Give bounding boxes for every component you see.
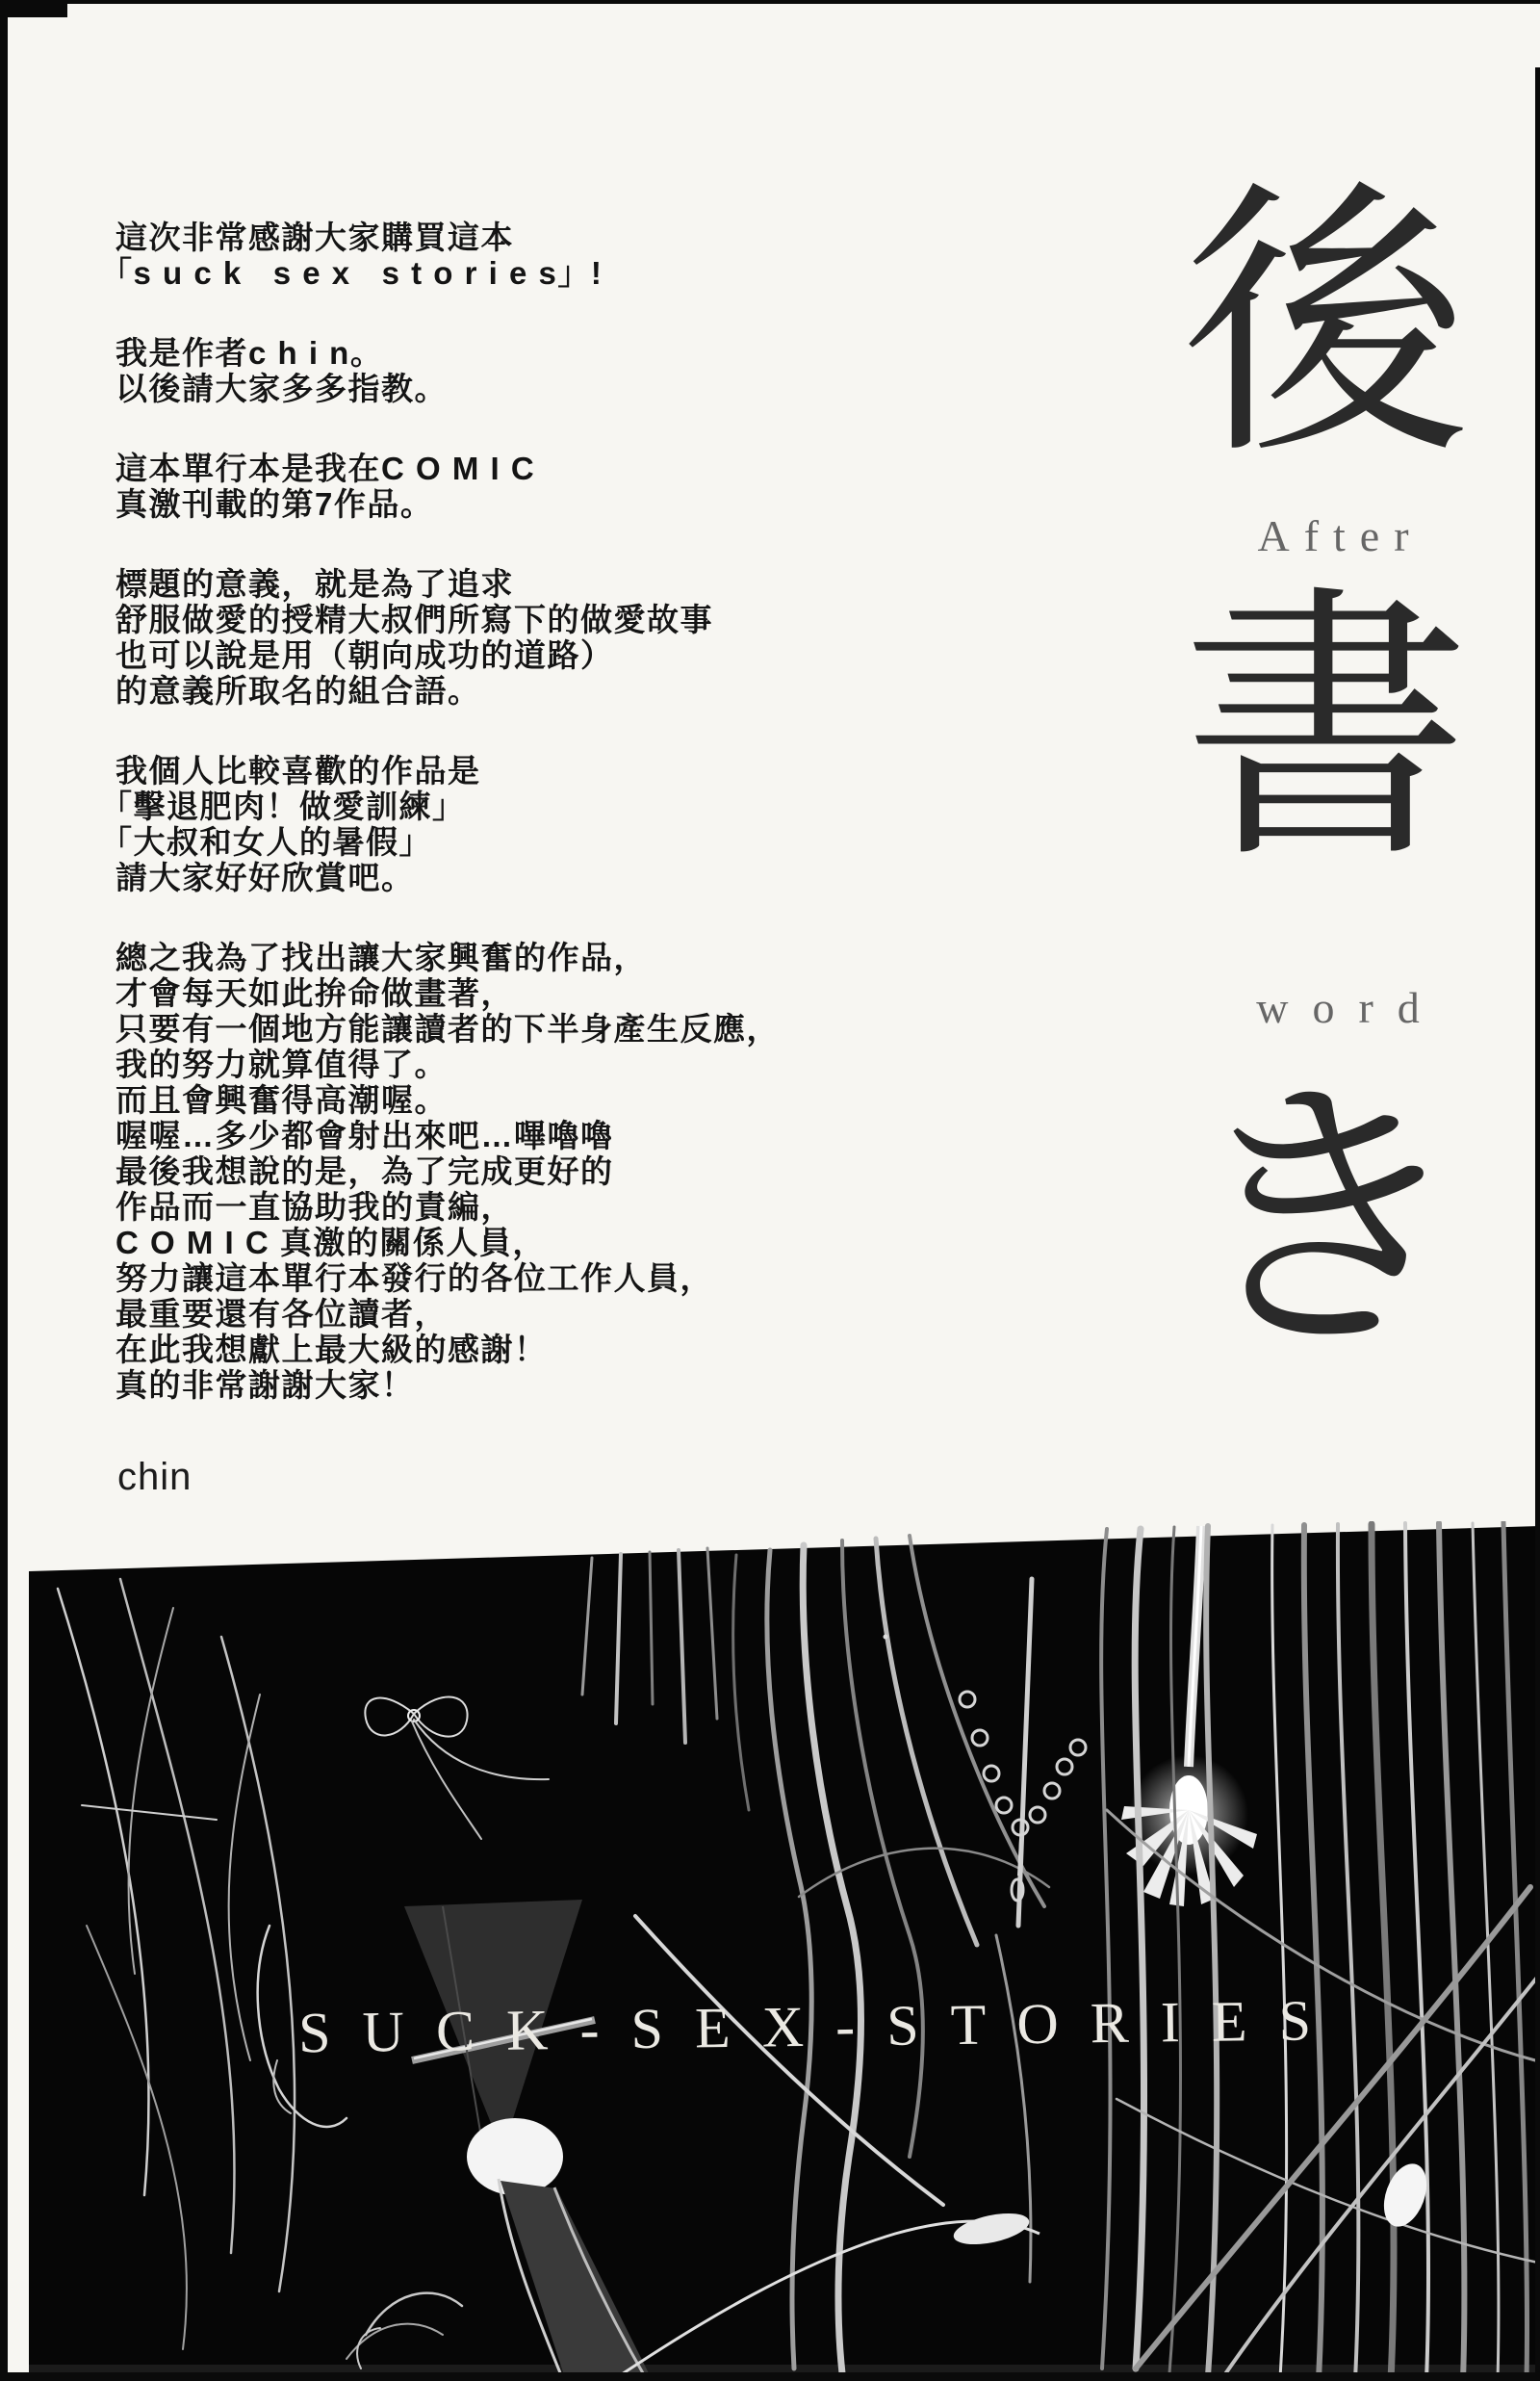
afterword-line: 的意義所取名的組合語。 <box>116 673 481 709</box>
title-kanji-gaki: 書 <box>1181 561 1471 897</box>
afterword-paragraph <box>116 451 1078 522</box>
title-en-after: After <box>1257 511 1424 560</box>
afterword-line: 而且會興奮得高潮喔。 <box>116 1082 448 1118</box>
afterword-line: 以後請大家多多指教。 <box>116 371 448 406</box>
afterword-line: 「大叔和女人的暑假」 <box>100 824 432 860</box>
afterword-line: 標題的意義，就是為了追求 <box>116 566 514 602</box>
afterword-line: 努力讓這本單行本發行的各位工作人員， <box>116 1260 713 1296</box>
afterword-paragraph <box>100 220 1078 291</box>
afterword-line: 我的努力就算值得了。 <box>116 1047 448 1082</box>
afterword-paragraph <box>116 940 1078 1403</box>
afterword-line: 舒服做愛的授精大叔們所寫下的做愛故事 <box>116 602 713 637</box>
afterword-line: 總之我為了找出讓大家興奮的作品， <box>116 940 647 975</box>
afterword-line: C O M I C 真激的關係人員， <box>116 1225 546 1260</box>
afterword-line: 才會每天如此拚命做畫著， <box>116 975 514 1011</box>
afterword-line: 真激刊載的第7作品。 <box>116 486 434 522</box>
afterword-line: 我是作者c h i n。 <box>116 335 384 371</box>
title-kana-ki: き <box>1181 1052 1471 1388</box>
title-en-word: word <box>1256 983 1444 1032</box>
afterword-line: 真的非常謝謝大家！ <box>116 1367 415 1403</box>
afterword-paragraph <box>116 335 1078 406</box>
afterword-text <box>100 220 1078 1447</box>
scan-border-bottom <box>0 2372 1540 2381</box>
title-kanji-ato: 後 <box>1181 157 1471 493</box>
illustration-caption: SUCK-SEX-STORIES <box>297 1988 1339 2065</box>
afterword-line: 這次非常感謝大家購買這本 <box>116 220 514 255</box>
scan-corner-mark <box>0 0 67 17</box>
afterword-paragraph <box>116 566 1078 709</box>
afterword-line: 請大家好好欣賞吧。 <box>116 860 415 895</box>
afterword-paragraph <box>100 753 1078 895</box>
afterword-line: 最重要還有各位讀者， <box>116 1296 448 1332</box>
afterword-paragraphs <box>100 220 1078 1403</box>
afterword-line: 最後我想說的是，為了完成更好的 <box>116 1153 614 1189</box>
afterword-line: 也可以說是用（朝向成功的道路） <box>116 637 614 673</box>
scan-border-left <box>0 0 8 2381</box>
afterword-line: 我個人比較喜歡的作品是 <box>116 753 481 789</box>
author-signature: chin <box>117 1456 192 1498</box>
afterword-line: 這本單行本是我在C O M I C <box>116 451 536 486</box>
afterword-illustration <box>29 1521 1540 2381</box>
afterword-line: 「s u c k s e x s t o r i e s」! <box>100 255 603 291</box>
afterword-line: 喔喔…多少都會射出來吧…嗶嚕嚕 <box>116 1118 614 1153</box>
afterword-line: 在此我想獻上最大級的感謝！ <box>116 1332 548 1367</box>
afterword-line: 作品而一直協助我的責編， <box>116 1189 514 1225</box>
scan-border-right <box>1535 67 1540 2381</box>
scan-border-top <box>0 0 1540 4</box>
afterword-line: 「擊退肥肉！做愛訓練」 <box>100 789 466 824</box>
afterword-line: 只要有一個地方能讓讀者的下半身產生反應， <box>116 1011 780 1047</box>
